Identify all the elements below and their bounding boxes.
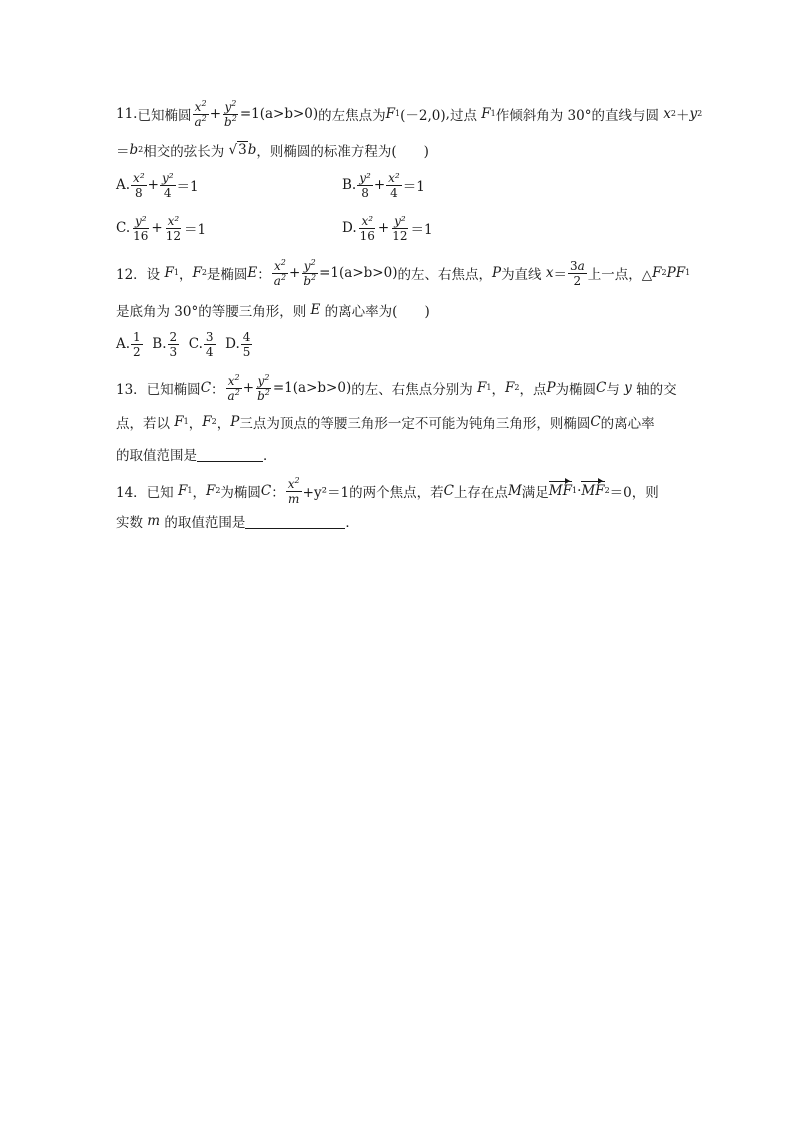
q14-text: 为椭圆: [220, 485, 261, 501]
q12-number: 12．设: [116, 267, 161, 283]
q11-line-1: 11. 已知椭圆 $\frac{x^2}{a^2}$ + $\frac{y^2}{b^2}$ =1(a>b>0) 的左焦点为 F 1 (－2,0) , 过点 F 1 作倾斜角为 30°的直线与圆 x 2 ＋ y 2: [116, 98, 703, 129]
frac-x2-a2: $\frac{x^2}{a^2}$: [194, 98, 207, 129]
q11-line-2: ＝ b 2 相交的弦长为 √3b ，则椭圆的标准方程为( ): [116, 142, 429, 160]
q12-line-2: 是底角为 30°的等腰三角形，则 E 的离心率为( ): [116, 302, 430, 320]
q11-option-d: D. $\frac{\text{x²}}{16}$ + $\frac{\text{y²}}{12}$ ＝1: [342, 213, 433, 243]
q12-options: A. $\frac{1}{2}$ B. $\frac{2}{3}$ C. $\frac{3}{4}$ D. $\frac{4}{5}$: [116, 329, 251, 359]
q13-text: 轴的交: [636, 382, 677, 398]
q13-line-2: 点，若以 F 1 ， F 2 ， P 三点为顶点的等腰三角形一定不可能为钝角三角形，则椭圆 C 的离心率: [116, 414, 655, 432]
q11-text: 已知椭圆: [137, 108, 192, 124]
q14-answer-blank[interactable]: [245, 514, 345, 529]
q11-text: 的左焦点为: [318, 108, 386, 124]
q14-line-2: 实数 m 的取值范围是 ．: [116, 513, 359, 531]
q12-text: 的左、右焦点，: [397, 267, 492, 283]
q14-text: 实数: [116, 515, 143, 531]
q13-line-3: 的取值范围是 ．: [116, 432, 277, 476]
q14-text: ＝0，则: [609, 485, 659, 501]
q13-line-1: 13．已知椭圆 C ： $\frac{x^2}{a^2}$ + $\frac{y^2}{b^2}$ =1(a>b>0) 的左、右焦点分别为 F 1 ， F 2 ，点 P 为椭圆 C 与 y 轴的交: [116, 372, 677, 403]
q13-answer-blank[interactable]: [197, 447, 263, 462]
q11-number: 11.: [116, 106, 138, 122]
q11-f1-coords: (－2,0): [400, 108, 446, 124]
q11-option-c: C. $\frac{\text{y²}}{16}$ + $\frac{\text{x²}}{12}$ ＝1: [116, 213, 207, 243]
q14-condition: +y²＝1: [302, 485, 350, 501]
q13-text: ，点: [519, 382, 547, 398]
q14-text: 的取值范围是: [164, 515, 246, 531]
q13-text: 点，若以: [116, 416, 170, 432]
q12-text: 为直线: [501, 267, 542, 283]
q13-condition: =1(a>b>0): [272, 380, 352, 396]
q14-text: 上存在点: [453, 485, 508, 501]
q13-text: 的左、右焦点分别为: [351, 382, 473, 398]
q14-text: 满足: [521, 485, 549, 501]
q14-line-1: 14．已知 F 1 ， F 2 为椭圆 C ： $\frac{x^2}{m}$ +y²＝1 的两个焦点，若 C 上存在点 M 满足 MF 1 · MF 2 ＝0，则: [116, 475, 659, 506]
q13-text: 与: [606, 382, 620, 398]
q12-text: 是椭圆: [206, 267, 248, 283]
q12-condition: =1(a>b>0): [319, 265, 398, 281]
q11-text: ＝: [116, 144, 130, 160]
q13-text: 的离心率: [600, 416, 655, 432]
q13-text: 三点为顶点的等腰三角形一定不可能为钝角三角形，则椭圆: [239, 416, 591, 432]
q12-text: 上一点，△: [587, 267, 653, 283]
q11-text: 过点: [449, 108, 477, 124]
q11-option-a: A. $\frac{\text{x²}}{8}$ + $\frac{\text{y²}}{4}$ ＝1: [116, 170, 199, 200]
q11-text: 作倾斜角为 30°的直线与圆: [495, 108, 659, 124]
frac-y2-b2: $\frac{y^2}{b^2}$: [224, 98, 237, 129]
q13-number: 13．已知椭圆: [116, 382, 201, 398]
q14-number: 14．已知: [116, 485, 174, 501]
q11-condition: =1(a>b>0): [239, 106, 319, 122]
q13-text: 的取值范围是: [116, 448, 197, 464]
q12-line-1: 12．设 F 1 ， F 2 是椭圆 E ： $\frac{x^2}{a^2}$ + $\frac{y^2}{b^2}$ =1(a>b>0) 的左、右焦点， P 为直线 x ＝ $\frac{3a}{2}$ 上一点，△ F 2 PF 1: [116, 257, 691, 288]
q14-text: 的两个焦点，若: [349, 485, 444, 501]
q11-text: ，则椭圆的标准方程为( ): [256, 144, 429, 160]
q12-text: 的离心率为( ): [324, 304, 430, 320]
q11-text: 相交的弦长为: [143, 144, 225, 160]
q12-text: 是底角为 30°的等腰三角形，则: [116, 304, 307, 320]
q11-option-b: B. $\frac{\text{y²}}{8}$ + $\frac{\text{x²}}{4}$ ＝1: [342, 170, 425, 200]
sqrt-3b: √3b: [224, 142, 257, 158]
q13-text: 为椭圆: [555, 382, 597, 398]
